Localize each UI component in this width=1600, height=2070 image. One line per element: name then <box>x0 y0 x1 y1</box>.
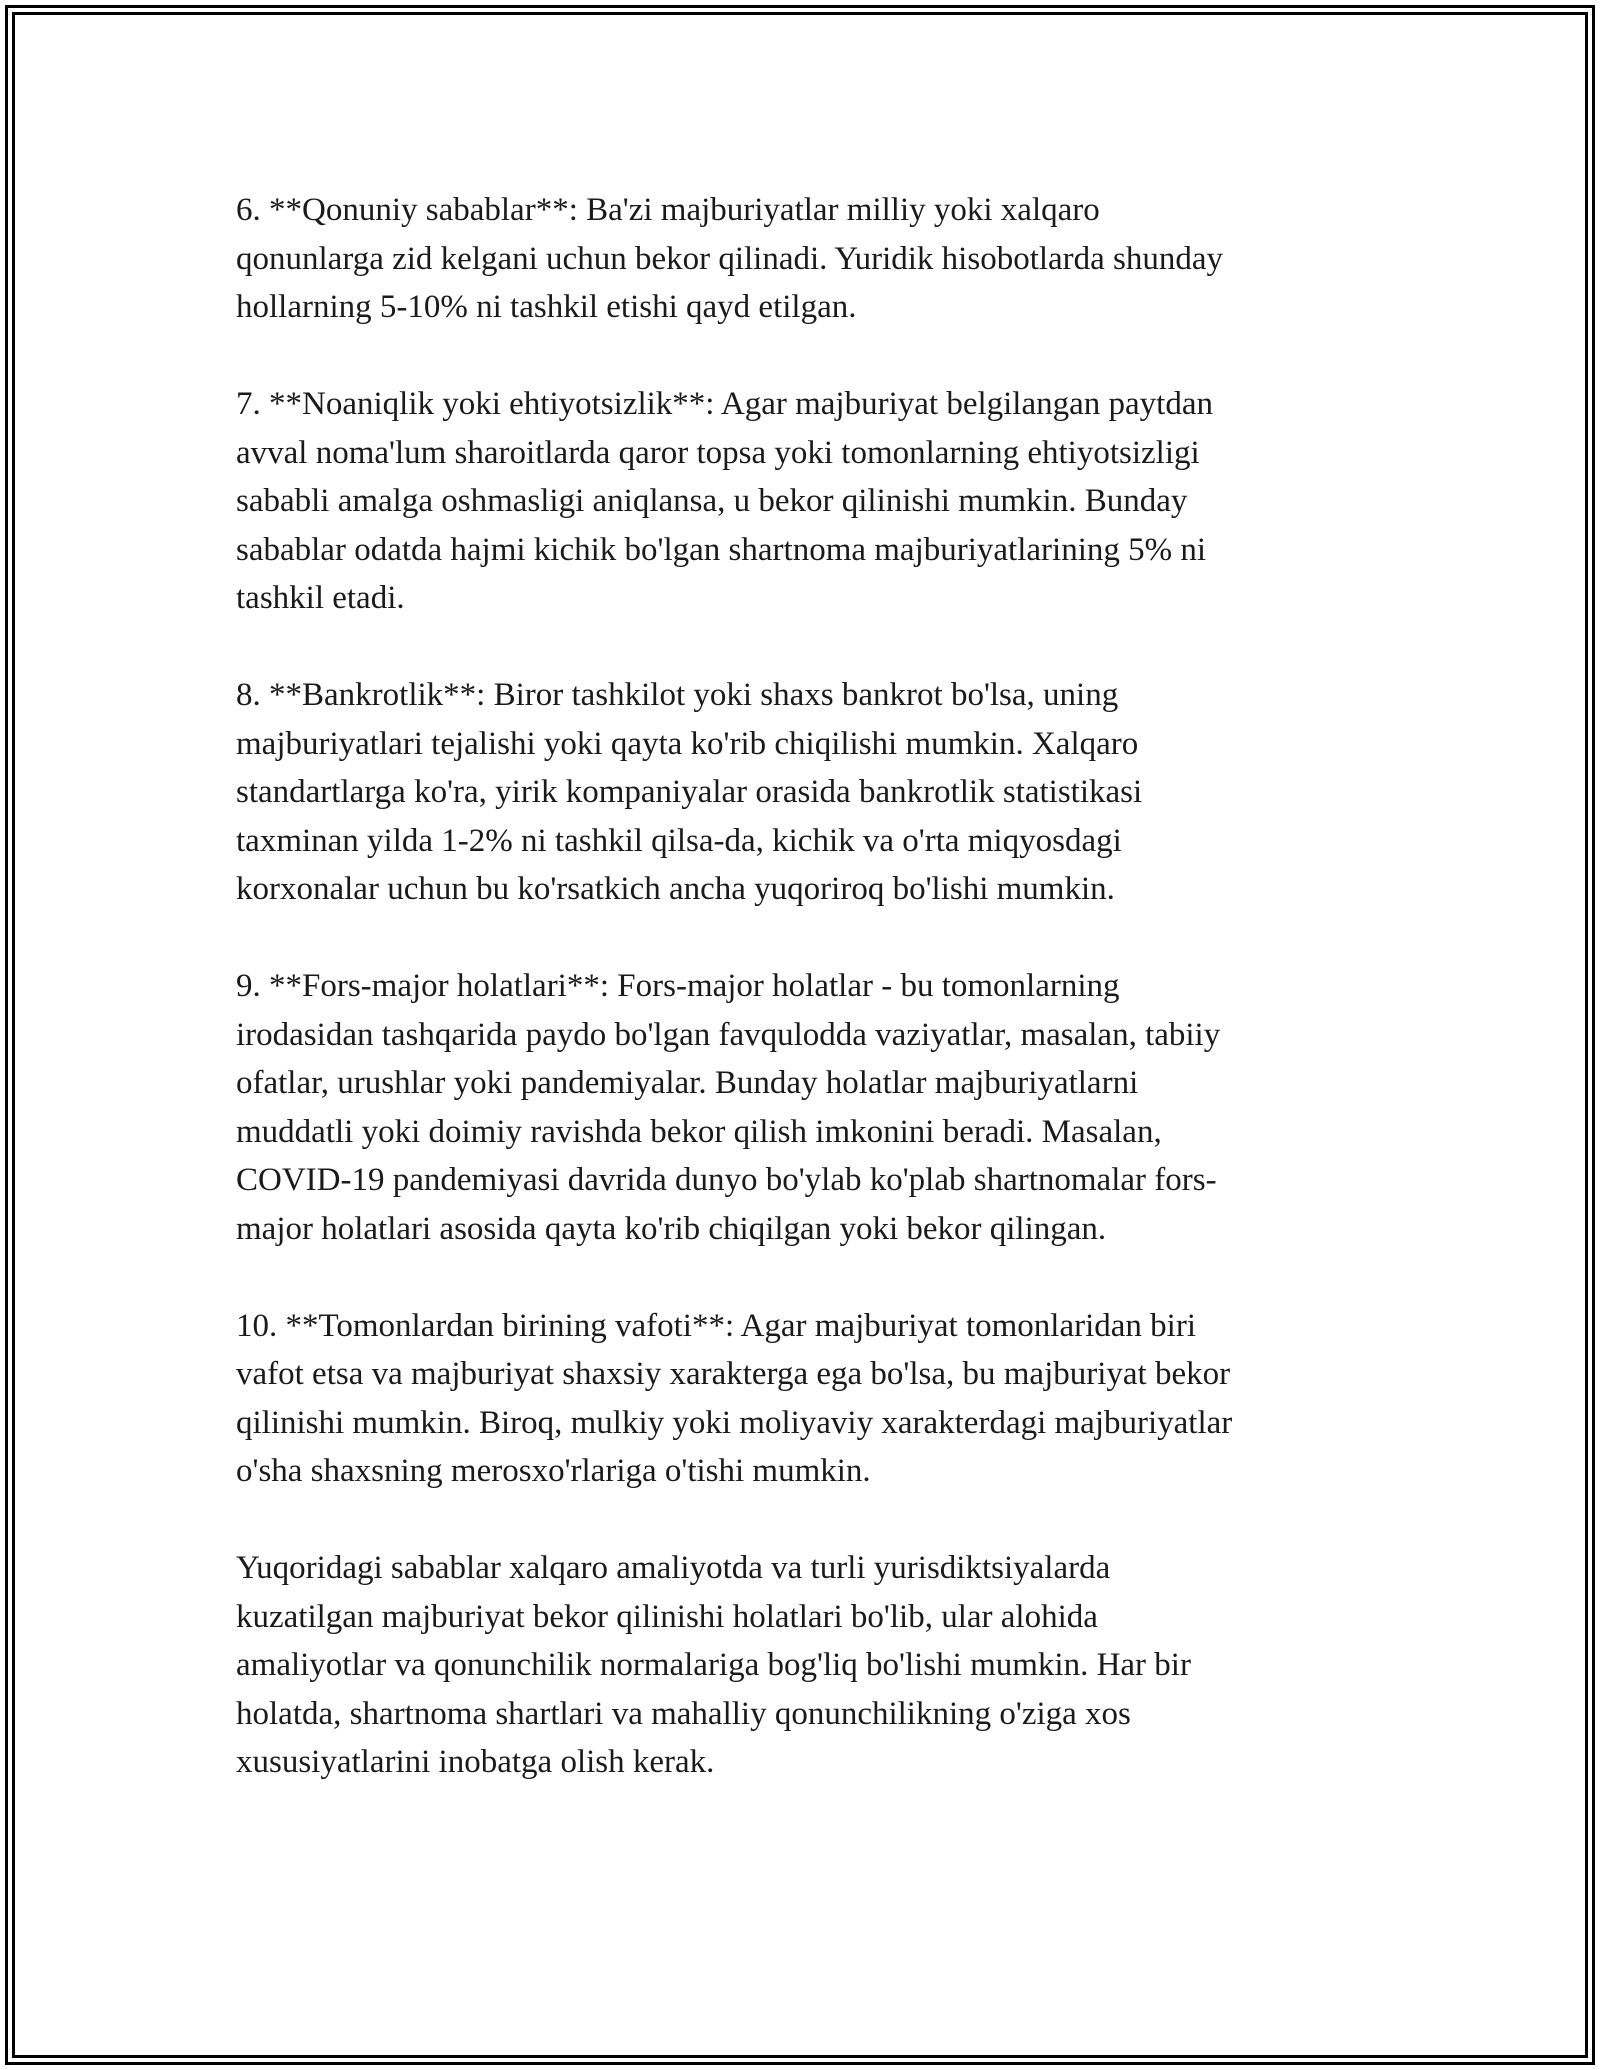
paragraph-bankruptcy: 8. **Bankrotlik**: Biror tashkilot yoki shaxs bankrot bo'lsa, uning majburiyatlari tejalishi yoki qayta ko'rib chiqilishi mumkin. Xalqaro standartlarga ko'ra, yirik kompaniyalar orasida bankrotlik statistikasi taxminan yilda 1-2% ni tashkil qilsa-da, kichik va o'rta miqyosdagi korxonalar uchun bu ko'rsatkich ancha yuqoriroq bo'lishi mumkin. <box>236 677 1143 907</box>
paragraph-conclusion: Yuqoridagi sabablar xalqaro amaliyotda va turli yurisdiktsiyalarda kuzatilgan majburiyat bekor qilinishi holatlari bo'lib, ular alohida amaliyotlar va qonunchilik normalariga bog'liq bo'lishi mumkin. Har bir holatda, shartnoma shartlari va mahalliy qonunchilikning o'ziga xos xususiyatlarini inobatga olish kerak. <box>236 1550 1191 1780</box>
paragraph-uncertainty-negligence: 7. **Noaniqlik yoki ehtiyotsizlik**: Agar majburiyat belgilangan paytdan avval noma'lum sharoitlarda qaror topsa yoki tomonlarning ehtiyotsizligi sababli amalga oshmasligi aniqlansa, u bekor qilinishi mumkin. Bunday sabablar odatda hajmi kichik bo'lgan shartnoma majburiyatlarining 5% ni tashkil etadi. <box>236 386 1213 616</box>
paragraph-legal-reasons: 6. **Qonuniy sabablar**: Ba'zi majburiyatlar milliy yoki xalqaro qonunlarga zid kelgani uchun bekor qilinadi. Yuridik hisobotlarda shunday hollarning 5-10% ni tashkil etishi qayd etilgan. <box>236 192 1224 325</box>
paragraph-force-majeure: 9. **Fors-major holatlari**: Fors-major holatlar - bu tomonlarning irodasidan tashqarida paydo bo'lgan favqulodda vaziyatlar, masalan, tabiiy ofatlar, urushlar yoki pandemiyalar. Bunday holatlar majburiyatlarni muddatli yoki doimiy ravishda bekor qilish imkonini beradi. Masalan, COVID-19 pandemiyasi davrida dunyo bo'ylab ko'plab shartnomalar fors- major holatlari asosida qayta ko'rib chiqilgan yoki bekor qilingan. <box>236 968 1221 1247</box>
document-body <box>236 186 1386 1835</box>
paragraph-death-of-party: 10. **Tomonlardan birining vafoti**: Agar majburiyat tomonlaridan biri vafot etsa va majburiyat shaxsiy xarakterga ega bo'lsa, bu majburiyat bekor qilinishi mumkin. Biroq, mulkiy yoki moliyaviy xarakterdagi majburiyatlar o'sha shaxsning merosxo'rlariga o'tishi mumkin. <box>236 1307 1233 1489</box>
